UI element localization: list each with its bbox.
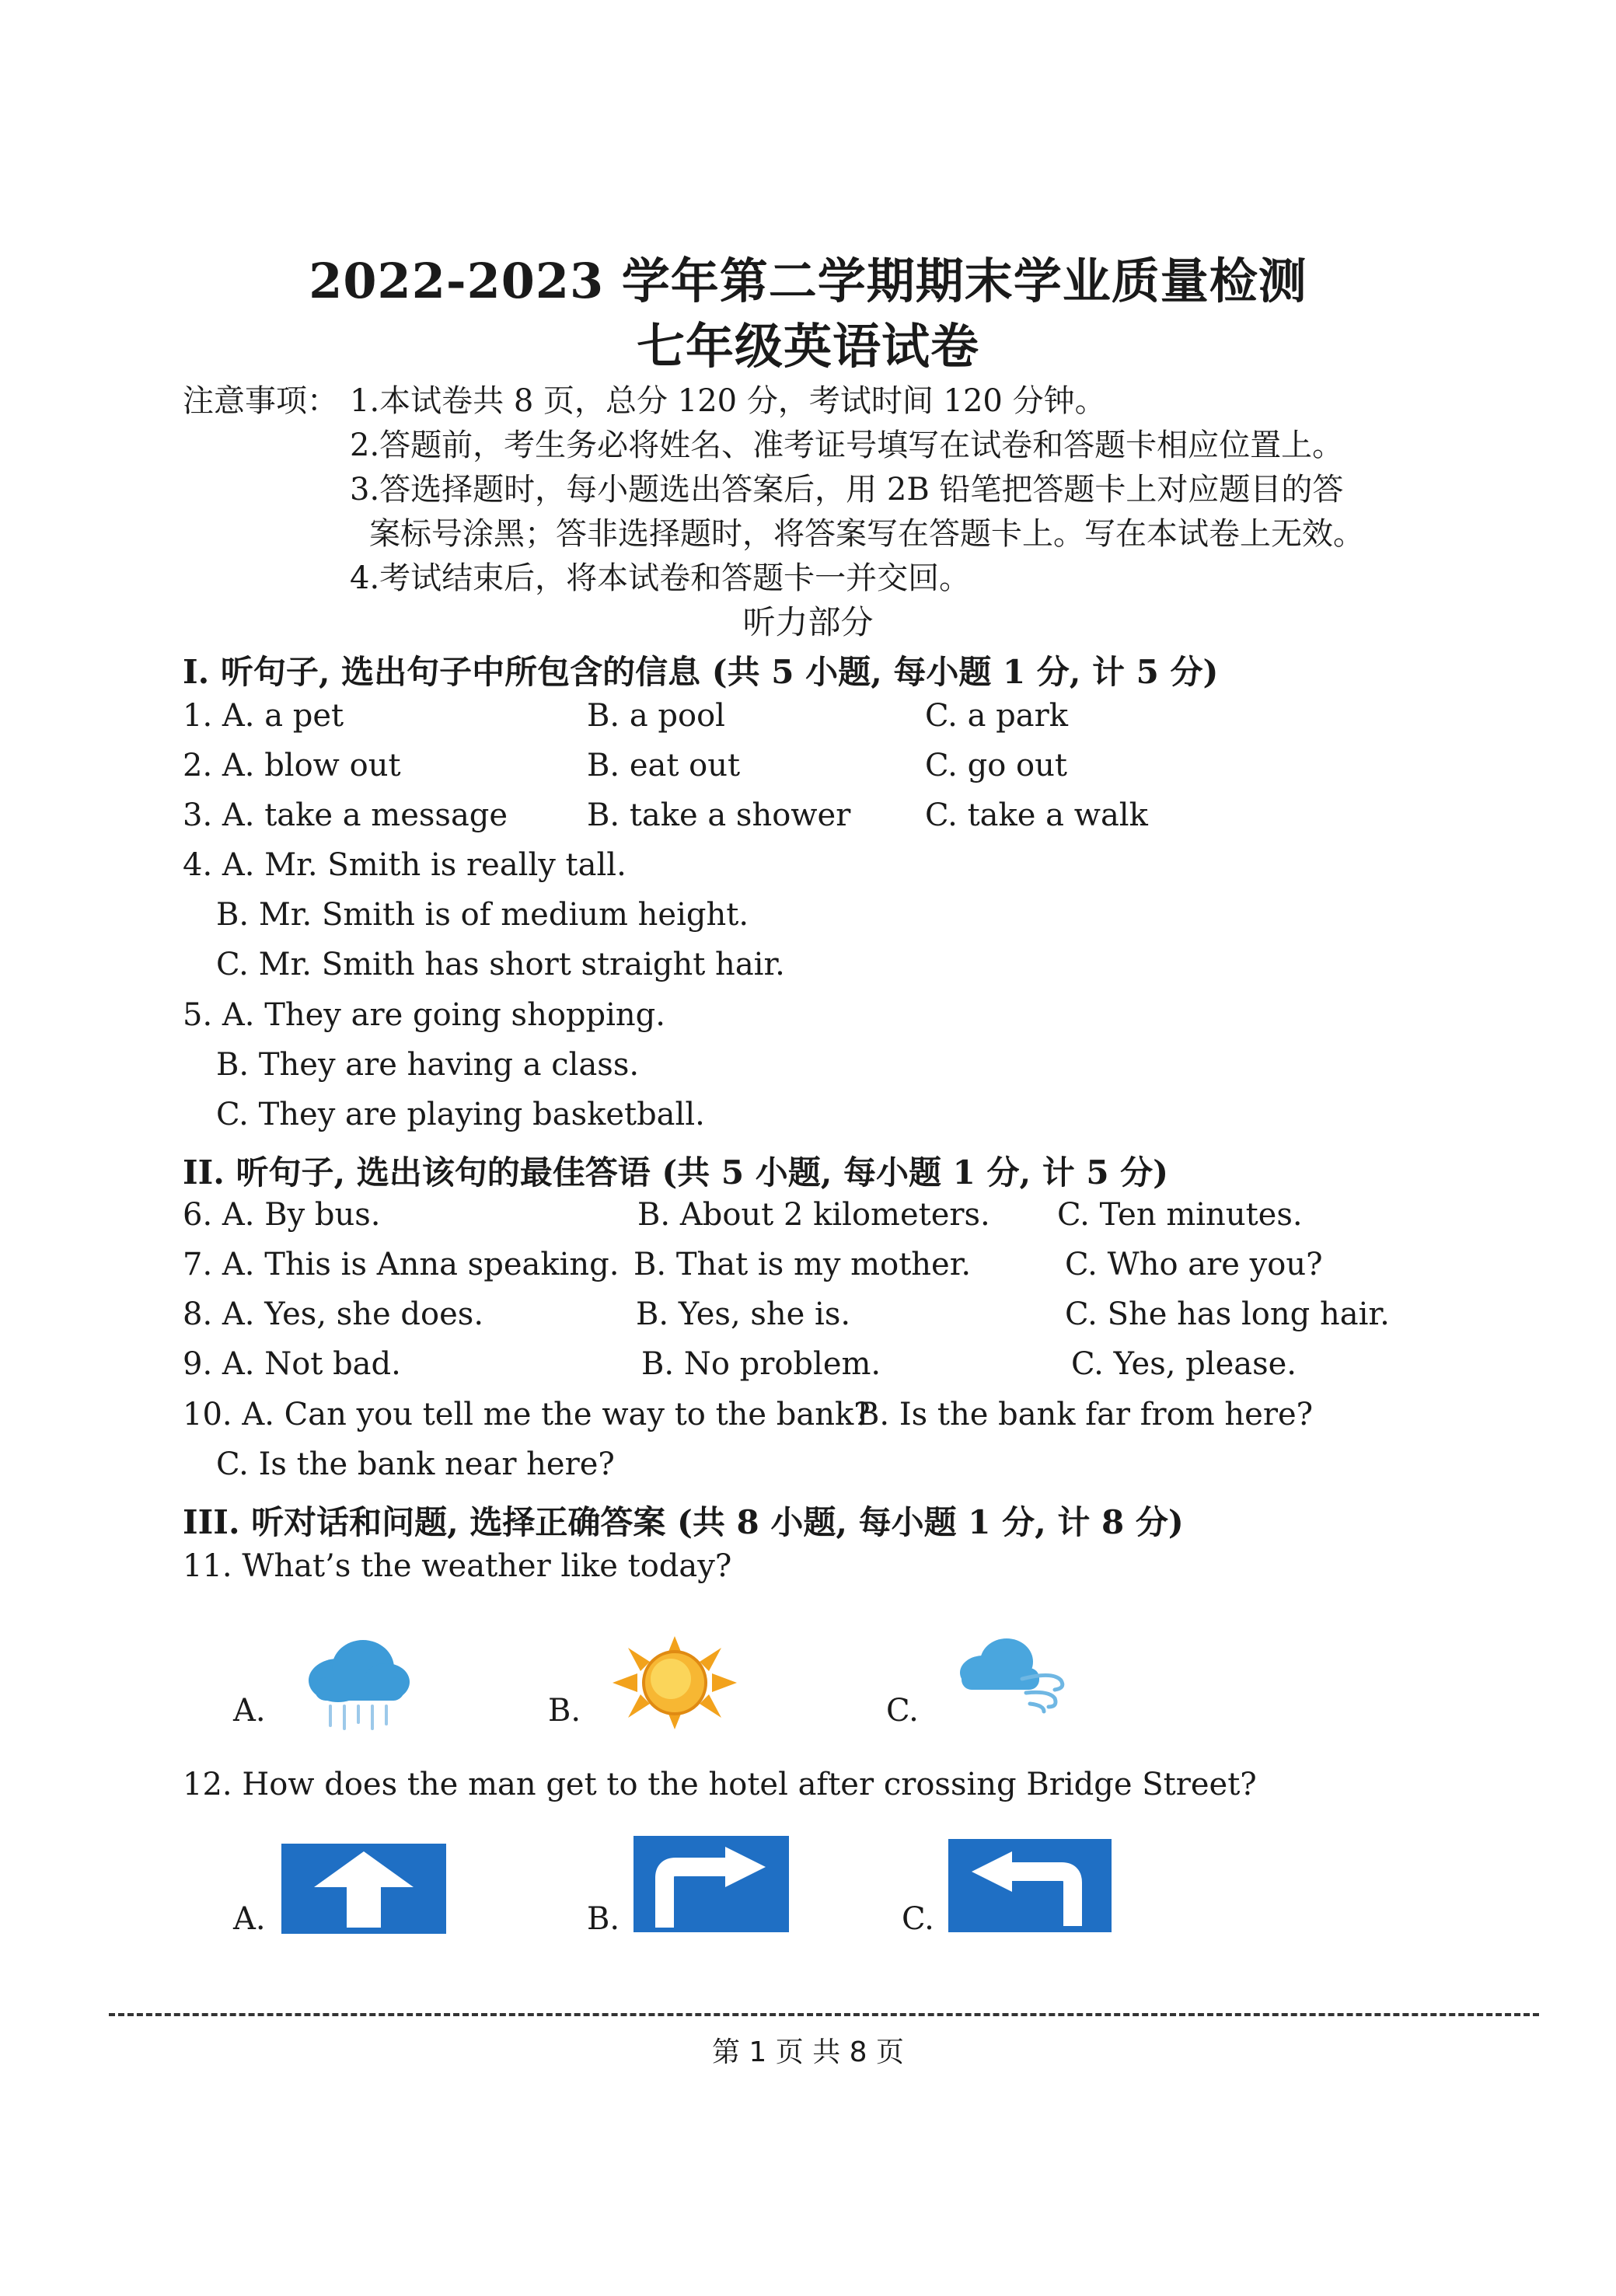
q2-option-a: 2. A. blow out bbox=[183, 748, 401, 783]
q9-option-b: B. No problem. bbox=[641, 1346, 881, 1382]
q3-option-c: C. take a walk bbox=[925, 797, 1148, 833]
listening-heading: 听力部分 bbox=[742, 603, 874, 641]
q5-option-c: C. They are playing basketball. bbox=[216, 1097, 705, 1132]
page-divider bbox=[109, 2013, 1539, 2016]
exam-title-line2: 七年级英语试卷 bbox=[636, 318, 979, 375]
q9-option-a: 9. A. Not bad. bbox=[183, 1346, 401, 1382]
q2-option-c: C. go out bbox=[925, 748, 1067, 783]
notice-item-2: 2.答题前，考生务必将姓名、准考证号填写在试卷和答题卡相应位置上。 bbox=[350, 427, 1344, 463]
notice-item-1: 1.本试卷共 8 页，总分 120 分，考试时间 120 分钟。 bbox=[350, 383, 1106, 419]
sun-icon bbox=[597, 1632, 752, 1733]
q7-option-a: 7. A. This is Anna speaking. bbox=[183, 1247, 620, 1282]
exam-title-line1: 2022-2023 学年第二学期期末学业质量检测 bbox=[309, 253, 1307, 309]
q8-option-a: 8. A. Yes, she does. bbox=[183, 1296, 484, 1332]
notice-item-3-cont: 案标号涂黑；答非选择题时，将答案写在答题卡上。写在本试卷上无效。 bbox=[369, 516, 1364, 552]
q5-option-b: B. They are having a class. bbox=[216, 1047, 640, 1083]
q12-label-c: C. bbox=[902, 1901, 934, 1937]
q11-label-c: C. bbox=[886, 1693, 919, 1729]
rain-cloud-icon bbox=[299, 1632, 416, 1733]
q3-option-b: B. take a shower bbox=[587, 797, 851, 833]
section1-heading: I. 听句子, 选出句子中所包含的信息 (共 5 小题, 每小题 1 分, 计 5 分) bbox=[183, 653, 1219, 691]
notice-item-3: 3.答选择题时，每小题选出答案后，用 2B 铅笔把答题卡上对应题目的答 bbox=[350, 472, 1344, 508]
q11-question: 11. What’s the weather like today? bbox=[183, 1548, 732, 1584]
q12-label-b: B. bbox=[587, 1901, 620, 1937]
q4-option-a: 4. A. Mr. Smith is really tall. bbox=[183, 847, 627, 883]
arrow-turn-right-sign bbox=[633, 1836, 789, 1932]
q6-option-a: 6. A. By bus. bbox=[183, 1197, 381, 1233]
q5-option-a: 5. A. They are going shopping. bbox=[183, 997, 665, 1033]
notice-label: 注意事项： bbox=[183, 383, 338, 419]
q2-option-b: B. eat out bbox=[587, 748, 741, 783]
q12-question: 12. How does the man get to the hotel after crossing Bridge Street? bbox=[183, 1767, 1257, 1802]
q9-option-c: C. Yes, please. bbox=[1071, 1346, 1297, 1382]
page-number: 第 1 页 共 8 页 bbox=[711, 2036, 905, 2068]
q11-label-a: A. bbox=[233, 1693, 266, 1729]
q3-option-a: 3. A. take a message bbox=[183, 797, 508, 833]
q10-option-c: C. Is the bank near here? bbox=[216, 1446, 615, 1482]
arrow-straight-sign bbox=[281, 1844, 446, 1934]
q1-option-a: 1. A. a pet bbox=[183, 698, 344, 734]
section2-heading: II. 听句子, 选出该句的最佳答语 (共 5 小题, 每小题 1 分, 计 5 分) bbox=[183, 1153, 1169, 1192]
q4-option-b: B. Mr. Smith is of medium height. bbox=[216, 897, 749, 933]
notice-item-4: 4.考试结束后，将本试卷和答题卡一并交回。 bbox=[350, 560, 971, 596]
windy-cloud-icon bbox=[952, 1632, 1077, 1718]
q7-option-c: C. Who are you? bbox=[1065, 1247, 1323, 1282]
q1-option-b: B. a pool bbox=[587, 698, 725, 734]
q10-option-a: 10. A. Can you tell me the way to the bank? bbox=[183, 1397, 871, 1432]
q1-option-c: C. a park bbox=[925, 698, 1068, 734]
q10-option-b: B. Is the bank far from here? bbox=[857, 1397, 1314, 1432]
q4-option-c: C. Mr. Smith has short straight hair. bbox=[216, 947, 785, 982]
q7-option-b: B. That is my mother. bbox=[633, 1247, 972, 1282]
q8-option-b: B. Yes, she is. bbox=[636, 1296, 851, 1332]
q8-option-c: C. She has long hair. bbox=[1065, 1296, 1390, 1332]
q6-option-b: B. About 2 kilometers. bbox=[637, 1197, 990, 1233]
q12-label-a: A. bbox=[233, 1901, 266, 1937]
section3-heading: III. 听对话和问题, 选择正确答案 (共 8 小题, 每小题 1 分, 计 8 分) bbox=[183, 1503, 1184, 1541]
q6-option-c: C. Ten minutes. bbox=[1057, 1197, 1303, 1233]
arrow-turn-left-sign bbox=[948, 1839, 1112, 1932]
q11-label-b: B. bbox=[548, 1693, 581, 1729]
